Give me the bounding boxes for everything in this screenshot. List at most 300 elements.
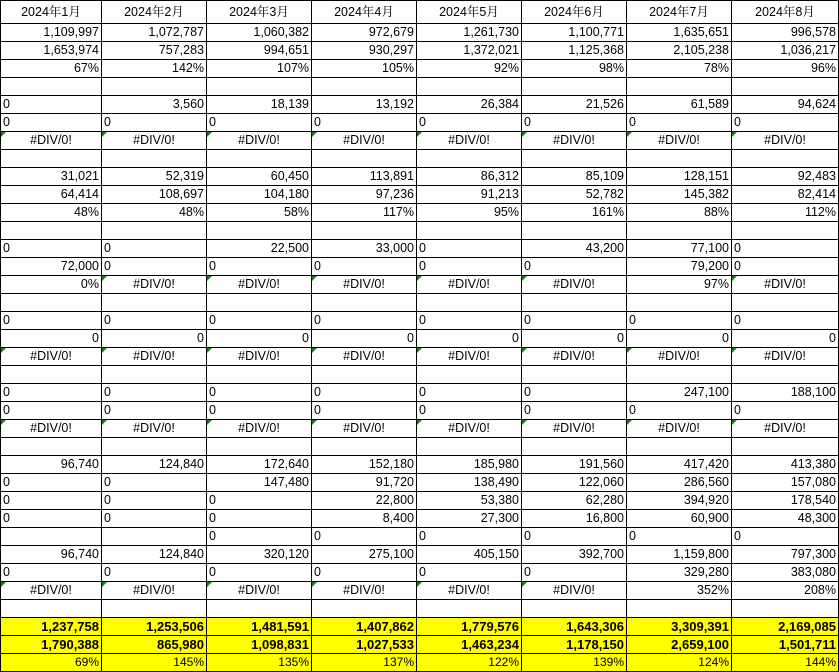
table-cell[interactable]: 0 bbox=[627, 528, 732, 546]
table-cell[interactable]: 97% bbox=[627, 276, 732, 294]
table-cell[interactable]: 0 bbox=[102, 240, 207, 258]
table-cell[interactable]: #DIV/0! bbox=[417, 420, 522, 438]
month-header[interactable]: 2024年7月 bbox=[627, 1, 732, 24]
table-cell[interactable]: 18,139 bbox=[207, 96, 312, 114]
table-cell[interactable]: 96,740 bbox=[1, 456, 102, 474]
table-cell[interactable]: #DIV/0! bbox=[522, 348, 627, 366]
table-cell[interactable]: 1,027,533 bbox=[312, 636, 417, 654]
empty-cell[interactable] bbox=[732, 600, 839, 618]
table-cell[interactable]: 82,414 bbox=[732, 186, 839, 204]
empty-cell[interactable] bbox=[312, 78, 417, 96]
empty-cell[interactable] bbox=[522, 222, 627, 240]
table-cell[interactable]: 247,100 bbox=[627, 384, 732, 402]
table-cell[interactable]: 0 bbox=[102, 114, 207, 132]
table-cell[interactable]: 0 bbox=[207, 330, 312, 348]
table-cell[interactable]: 413,380 bbox=[732, 456, 839, 474]
table-row bbox=[1, 24, 839, 42]
table-cell[interactable]: 191,560 bbox=[522, 456, 627, 474]
table-cell[interactable]: 98% bbox=[522, 60, 627, 78]
table-cell[interactable]: 352% bbox=[627, 582, 732, 600]
table-cell[interactable]: 188,100 bbox=[732, 384, 839, 402]
table-cell[interactable]: 0 bbox=[522, 402, 627, 420]
table-cell[interactable]: 22,800 bbox=[312, 492, 417, 510]
table-cell[interactable]: 392,700 bbox=[522, 546, 627, 564]
table-cell[interactable]: 86,312 bbox=[417, 168, 522, 186]
table-cell[interactable]: #DIV/0! bbox=[312, 348, 417, 366]
table-cell[interactable]: 0 bbox=[1, 330, 102, 348]
table-cell[interactable]: 139% bbox=[522, 654, 627, 672]
empty-cell[interactable] bbox=[102, 78, 207, 96]
table-cell[interactable]: #DIV/0! bbox=[522, 582, 627, 600]
empty-cell[interactable] bbox=[102, 366, 207, 384]
table-cell[interactable]: 91,213 bbox=[417, 186, 522, 204]
table-cell[interactable]: 105% bbox=[312, 60, 417, 78]
empty-cell[interactable] bbox=[102, 150, 207, 168]
table-cell[interactable]: 178,540 bbox=[732, 492, 839, 510]
table-cell[interactable]: 88% bbox=[627, 204, 732, 222]
table-cell[interactable]: 0 bbox=[207, 114, 312, 132]
table-row bbox=[1, 96, 839, 114]
empty-cell[interactable] bbox=[417, 600, 522, 618]
table-cell[interactable]: #DIV/0! bbox=[102, 132, 207, 150]
empty-cell[interactable] bbox=[207, 78, 312, 96]
table-cell[interactable]: 112% bbox=[732, 204, 839, 222]
table-cell[interactable]: 60,900 bbox=[627, 510, 732, 528]
table-cell[interactable]: 1,159,800 bbox=[627, 546, 732, 564]
table-cell[interactable]: 0 bbox=[312, 564, 417, 582]
table-cell[interactable]: 172,640 bbox=[207, 456, 312, 474]
table-cell[interactable]: #DIV/0! bbox=[207, 276, 312, 294]
empty-cell[interactable] bbox=[312, 600, 417, 618]
table-cell[interactable]: 1,779,576 bbox=[417, 618, 522, 636]
table-cell[interactable]: 0 bbox=[312, 312, 417, 330]
table-cell[interactable]: 72,000 bbox=[1, 258, 102, 276]
table-cell[interactable]: 0 bbox=[732, 240, 839, 258]
table-cell[interactable]: 147,480 bbox=[207, 474, 312, 492]
table-cell[interactable]: 117% bbox=[312, 204, 417, 222]
table-cell[interactable]: #DIV/0! bbox=[207, 348, 312, 366]
table-cell[interactable]: #DIV/0! bbox=[312, 132, 417, 150]
table-cell[interactable]: 0 bbox=[732, 330, 839, 348]
table-cell[interactable]: 0 bbox=[522, 330, 627, 348]
table-cell[interactable]: #DIV/0! bbox=[627, 348, 732, 366]
table-cell[interactable]: 0 bbox=[627, 114, 732, 132]
table-cell[interactable]: #DIV/0! bbox=[102, 420, 207, 438]
table-cell[interactable]: 0 bbox=[417, 240, 522, 258]
table-cell[interactable]: #DIV/0! bbox=[207, 582, 312, 600]
table-cell[interactable]: #DIV/0! bbox=[732, 420, 839, 438]
table-cell[interactable]: 0 bbox=[312, 330, 417, 348]
table-row bbox=[1, 492, 839, 510]
table-cell[interactable]: 27,300 bbox=[417, 510, 522, 528]
table-cell[interactable]: 145% bbox=[102, 654, 207, 672]
table-cell[interactable]: 1,109,997 bbox=[1, 24, 102, 42]
table-cell[interactable]: 0 bbox=[1, 402, 102, 420]
empty-cell[interactable] bbox=[102, 222, 207, 240]
month-header[interactable]: 2024年2月 bbox=[102, 1, 207, 24]
table-cell[interactable]: 0 bbox=[417, 330, 522, 348]
table-cell[interactable]: 0 bbox=[417, 402, 522, 420]
table-cell[interactable]: 0 bbox=[732, 312, 839, 330]
table-cell[interactable]: 0 bbox=[417, 258, 522, 276]
table-cell[interactable]: 757,283 bbox=[102, 42, 207, 60]
table-cell[interactable]: 137% bbox=[312, 654, 417, 672]
table-cell[interactable]: 60,450 bbox=[207, 168, 312, 186]
empty-cell[interactable] bbox=[627, 294, 732, 312]
table-cell[interactable]: 61,589 bbox=[627, 96, 732, 114]
empty-cell[interactable] bbox=[1, 600, 102, 618]
table-cell[interactable]: 0 bbox=[207, 312, 312, 330]
month-header[interactable]: 2024年5月 bbox=[417, 1, 522, 24]
table-cell[interactable]: 0 bbox=[417, 312, 522, 330]
table-cell[interactable]: 0 bbox=[522, 528, 627, 546]
table-cell[interactable]: 0 bbox=[207, 528, 312, 546]
table-cell[interactable]: 33,000 bbox=[312, 240, 417, 258]
table-cell[interactable]: #DIV/0! bbox=[627, 132, 732, 150]
table-cell[interactable]: 329,280 bbox=[627, 564, 732, 582]
table-cell[interactable]: #DIV/0! bbox=[522, 132, 627, 150]
table-cell[interactable]: #DIV/0! bbox=[102, 582, 207, 600]
table-cell[interactable]: 0 bbox=[732, 114, 839, 132]
table-cell[interactable]: 16,800 bbox=[522, 510, 627, 528]
table-cell[interactable]: #DIV/0! bbox=[207, 132, 312, 150]
empty-cell[interactable] bbox=[417, 294, 522, 312]
table-cell[interactable]: 0% bbox=[1, 276, 102, 294]
table-cell[interactable]: #DIV/0! bbox=[312, 582, 417, 600]
empty-cell[interactable] bbox=[522, 78, 627, 96]
table-cell[interactable]: 0 bbox=[1, 564, 102, 582]
table-cell[interactable]: #DIV/0! bbox=[1, 582, 102, 600]
empty-cell[interactable] bbox=[522, 438, 627, 456]
empty-cell[interactable] bbox=[627, 78, 732, 96]
table-cell[interactable]: 0 bbox=[417, 384, 522, 402]
table-cell[interactable]: 0 bbox=[312, 114, 417, 132]
empty-cell[interactable] bbox=[312, 222, 417, 240]
table-cell[interactable]: 0 bbox=[627, 330, 732, 348]
month-header[interactable]: 2024年1月 bbox=[1, 1, 102, 24]
table-cell[interactable]: 95% bbox=[417, 204, 522, 222]
table-cell[interactable]: 0 bbox=[102, 564, 207, 582]
table-cell[interactable]: #DIV/0! bbox=[1, 348, 102, 366]
table-cell[interactable]: 2,659,100 bbox=[627, 636, 732, 654]
empty-cell[interactable] bbox=[207, 600, 312, 618]
table-cell[interactable]: 22,500 bbox=[207, 240, 312, 258]
empty-cell[interactable] bbox=[732, 438, 839, 456]
table-cell[interactable]: 8,400 bbox=[312, 510, 417, 528]
table-cell[interactable]: #DIV/0! bbox=[417, 582, 522, 600]
table-cell[interactable]: #DIV/0! bbox=[627, 420, 732, 438]
empty-cell[interactable] bbox=[1, 366, 102, 384]
table-cell[interactable]: 77,100 bbox=[627, 240, 732, 258]
table-cell[interactable]: 91,720 bbox=[312, 474, 417, 492]
table-cell[interactable]: 1,635,651 bbox=[627, 24, 732, 42]
table-cell[interactable]: #DIV/0! bbox=[522, 420, 627, 438]
table-cell[interactable]: 0 bbox=[102, 492, 207, 510]
table-cell[interactable]: 1,407,862 bbox=[312, 618, 417, 636]
empty-cell[interactable] bbox=[522, 294, 627, 312]
empty-cell[interactable] bbox=[522, 600, 627, 618]
empty-cell[interactable] bbox=[312, 150, 417, 168]
table-cell[interactable]: 144% bbox=[732, 654, 839, 672]
table-cell[interactable]: 0 bbox=[312, 528, 417, 546]
table-cell[interactable]: 0 bbox=[207, 402, 312, 420]
table-cell[interactable]: #DIV/0! bbox=[102, 348, 207, 366]
table-cell[interactable]: #DIV/0! bbox=[312, 276, 417, 294]
table-cell[interactable]: #DIV/0! bbox=[1, 420, 102, 438]
table-cell[interactable]: 85,109 bbox=[522, 168, 627, 186]
table-cell[interactable]: 0 bbox=[522, 564, 627, 582]
table-cell[interactable]: 78% bbox=[627, 60, 732, 78]
table-cell[interactable]: 0 bbox=[1, 96, 102, 114]
table-cell[interactable]: 0 bbox=[207, 492, 312, 510]
month-header[interactable]: 2024年3月 bbox=[207, 1, 312, 24]
table-cell[interactable]: 0 bbox=[1, 384, 102, 402]
table-cell[interactable]: 145,382 bbox=[627, 186, 732, 204]
table-cell[interactable]: 320,120 bbox=[207, 546, 312, 564]
table-cell[interactable]: 152,180 bbox=[312, 456, 417, 474]
empty-cell[interactable] bbox=[732, 78, 839, 96]
table-cell[interactable]: 135% bbox=[207, 654, 312, 672]
table-cell[interactable]: 48,300 bbox=[732, 510, 839, 528]
table-cell[interactable]: #DIV/0! bbox=[102, 276, 207, 294]
table-cell[interactable]: 0 bbox=[1, 240, 102, 258]
table-cell[interactable]: 1,481,591 bbox=[207, 618, 312, 636]
empty-cell[interactable] bbox=[732, 366, 839, 384]
table-cell[interactable]: 417,420 bbox=[627, 456, 732, 474]
table-cell[interactable]: 1,100,771 bbox=[522, 24, 627, 42]
table-cell[interactable]: 1,790,388 bbox=[1, 636, 102, 654]
table-cell[interactable]: 1,237,758 bbox=[1, 618, 102, 636]
table-cell[interactable]: 1,261,730 bbox=[417, 24, 522, 42]
table-cell[interactable]: 124% bbox=[627, 654, 732, 672]
table-cell[interactable]: 0 bbox=[207, 510, 312, 528]
empty-cell[interactable] bbox=[207, 438, 312, 456]
table-cell[interactable]: 48% bbox=[102, 204, 207, 222]
table-cell[interactable]: 797,300 bbox=[732, 546, 839, 564]
table-cell[interactable]: 48% bbox=[1, 204, 102, 222]
empty-cell[interactable] bbox=[1, 150, 102, 168]
table-cell[interactable]: 0 bbox=[312, 402, 417, 420]
table-cell[interactable]: 104,180 bbox=[207, 186, 312, 204]
empty-cell[interactable] bbox=[417, 222, 522, 240]
table-cell[interactable]: 0 bbox=[522, 312, 627, 330]
empty-cell[interactable] bbox=[207, 150, 312, 168]
empty-cell[interactable] bbox=[627, 222, 732, 240]
table-cell[interactable]: 138,490 bbox=[417, 474, 522, 492]
table-cell[interactable]: 3,309,391 bbox=[627, 618, 732, 636]
empty-cell[interactable] bbox=[627, 600, 732, 618]
table-cell[interactable]: 0 bbox=[627, 402, 732, 420]
table-cell[interactable]: 0 bbox=[732, 402, 839, 420]
table-cell[interactable]: 1,372,021 bbox=[417, 42, 522, 60]
table-cell[interactable]: 13,192 bbox=[312, 96, 417, 114]
month-header[interactable]: 2024年8月 bbox=[732, 1, 839, 24]
table-cell[interactable]: 108,697 bbox=[102, 186, 207, 204]
table-cell[interactable]: 1,098,831 bbox=[207, 636, 312, 654]
empty-cell[interactable] bbox=[207, 366, 312, 384]
table-cell[interactable]: 0 bbox=[1, 312, 102, 330]
table-cell[interactable] bbox=[1, 528, 102, 546]
table-cell[interactable]: 96,740 bbox=[1, 546, 102, 564]
table-cell[interactable]: 142% bbox=[102, 60, 207, 78]
month-header[interactable]: 2024年6月 bbox=[522, 1, 627, 24]
empty-cell[interactable] bbox=[417, 78, 522, 96]
table-cell[interactable]: 79,200 bbox=[627, 258, 732, 276]
table-cell[interactable]: 0 bbox=[102, 384, 207, 402]
table-cell[interactable]: #DIV/0! bbox=[1, 132, 102, 150]
table-cell[interactable]: 2,169,085 bbox=[732, 618, 839, 636]
table-cell[interactable]: 1,653,974 bbox=[1, 42, 102, 60]
table-cell[interactable]: 2,105,238 bbox=[627, 42, 732, 60]
table-cell[interactable]: 58% bbox=[207, 204, 312, 222]
table-cell[interactable]: 122% bbox=[417, 654, 522, 672]
table-cell[interactable]: 69% bbox=[1, 654, 102, 672]
empty-cell[interactable] bbox=[102, 438, 207, 456]
empty-cell[interactable] bbox=[1, 78, 102, 96]
table-cell[interactable]: 62,280 bbox=[522, 492, 627, 510]
table-cell[interactable]: 0 bbox=[522, 384, 627, 402]
table-cell[interactable]: 0 bbox=[627, 312, 732, 330]
empty-cell[interactable] bbox=[522, 366, 627, 384]
table-cell[interactable]: 92,483 bbox=[732, 168, 839, 186]
table-cell[interactable]: 0 bbox=[417, 564, 522, 582]
table-cell[interactable]: 0 bbox=[1, 114, 102, 132]
table-cell[interactable]: 0 bbox=[102, 474, 207, 492]
table-cell[interactable]: 185,980 bbox=[417, 456, 522, 474]
table-cell[interactable]: 405,150 bbox=[417, 546, 522, 564]
empty-cell[interactable] bbox=[1, 222, 102, 240]
table-cell[interactable]: #DIV/0! bbox=[522, 276, 627, 294]
empty-cell[interactable] bbox=[102, 600, 207, 618]
empty-cell[interactable] bbox=[732, 294, 839, 312]
table-cell[interactable]: 383,080 bbox=[732, 564, 839, 582]
table-cell[interactable]: 124,840 bbox=[102, 456, 207, 474]
empty-cell[interactable] bbox=[732, 222, 839, 240]
table-cell[interactable]: #DIV/0! bbox=[312, 420, 417, 438]
table-cell[interactable]: 0 bbox=[522, 114, 627, 132]
table-cell[interactable]: 53,380 bbox=[417, 492, 522, 510]
table-cell[interactable]: 972,679 bbox=[312, 24, 417, 42]
empty-cell[interactable] bbox=[207, 294, 312, 312]
table-cell[interactable]: 3,560 bbox=[102, 96, 207, 114]
table-cell[interactable]: 0 bbox=[102, 258, 207, 276]
table-cell[interactable]: 0 bbox=[102, 510, 207, 528]
empty-cell[interactable] bbox=[522, 150, 627, 168]
table-cell[interactable]: 994,651 bbox=[207, 42, 312, 60]
empty-cell[interactable] bbox=[627, 438, 732, 456]
table-cell[interactable]: 0 bbox=[312, 384, 417, 402]
table-cell[interactable]: 31,021 bbox=[1, 168, 102, 186]
table-cell[interactable]: 0 bbox=[732, 258, 839, 276]
empty-cell[interactable] bbox=[1, 438, 102, 456]
table-cell[interactable]: 0 bbox=[207, 258, 312, 276]
empty-cell[interactable] bbox=[417, 366, 522, 384]
table-cell[interactable]: 0 bbox=[102, 402, 207, 420]
table-cell[interactable]: 96% bbox=[732, 60, 839, 78]
table-cell[interactable]: #DIV/0! bbox=[417, 132, 522, 150]
table-cell[interactable]: 107% bbox=[207, 60, 312, 78]
table-cell[interactable] bbox=[102, 528, 207, 546]
table-cell[interactable]: 0 bbox=[1, 474, 102, 492]
table-cell[interactable]: #DIV/0! bbox=[417, 348, 522, 366]
table-cell[interactable]: 0 bbox=[417, 528, 522, 546]
table-cell[interactable]: 1,125,368 bbox=[522, 42, 627, 60]
table-cell[interactable]: 1,501,711 bbox=[732, 636, 839, 654]
empty-cell[interactable] bbox=[102, 294, 207, 312]
table-cell[interactable]: #DIV/0! bbox=[732, 276, 839, 294]
table-cell[interactable]: 128,151 bbox=[627, 168, 732, 186]
empty-cell[interactable] bbox=[732, 150, 839, 168]
empty-cell[interactable] bbox=[417, 150, 522, 168]
table-cell[interactable]: 0 bbox=[1, 510, 102, 528]
table-cell[interactable]: 52,319 bbox=[102, 168, 207, 186]
table-cell[interactable]: 0 bbox=[1, 492, 102, 510]
table-cell[interactable]: 92% bbox=[417, 60, 522, 78]
month-header[interactable]: 2024年4月 bbox=[312, 1, 417, 24]
table-cell[interactable]: 996,578 bbox=[732, 24, 839, 42]
table-cell[interactable]: 0 bbox=[312, 258, 417, 276]
empty-cell[interactable] bbox=[1, 294, 102, 312]
table-cell[interactable]: 0 bbox=[417, 114, 522, 132]
table-cell[interactable]: 21,526 bbox=[522, 96, 627, 114]
table-cell[interactable]: 394,920 bbox=[627, 492, 732, 510]
table-cell[interactable]: 161% bbox=[522, 204, 627, 222]
table-cell[interactable]: 67% bbox=[1, 60, 102, 78]
table-cell[interactable]: 0 bbox=[207, 564, 312, 582]
table-cell[interactable]: 286,560 bbox=[627, 474, 732, 492]
table-cell[interactable]: #DIV/0! bbox=[417, 276, 522, 294]
table-cell[interactable]: 930,297 bbox=[312, 42, 417, 60]
table-cell[interactable]: 52,782 bbox=[522, 186, 627, 204]
table-cell[interactable]: #DIV/0! bbox=[732, 132, 839, 150]
empty-cell[interactable] bbox=[417, 438, 522, 456]
table-cell[interactable]: 157,080 bbox=[732, 474, 839, 492]
table-cell[interactable]: 94,624 bbox=[732, 96, 839, 114]
table-cell[interactable]: 1,253,506 bbox=[102, 618, 207, 636]
empty-cell[interactable] bbox=[627, 366, 732, 384]
table-cell[interactable]: 0 bbox=[102, 312, 207, 330]
table-cell[interactable]: 0 bbox=[732, 528, 839, 546]
table-cell[interactable]: 0 bbox=[207, 384, 312, 402]
table-cell[interactable]: 122,060 bbox=[522, 474, 627, 492]
table-cell[interactable]: 1,036,217 bbox=[732, 42, 839, 60]
table-cell[interactable]: 1,060,382 bbox=[207, 24, 312, 42]
table-cell[interactable]: #DIV/0! bbox=[207, 420, 312, 438]
table-cell[interactable]: 1,463,234 bbox=[417, 636, 522, 654]
empty-cell[interactable] bbox=[312, 294, 417, 312]
table-cell[interactable]: #DIV/0! bbox=[732, 348, 839, 366]
table-cell[interactable]: 124,840 bbox=[102, 546, 207, 564]
table-cell[interactable]: 64,414 bbox=[1, 186, 102, 204]
table-cell[interactable]: 208% bbox=[732, 582, 839, 600]
empty-cell[interactable] bbox=[207, 222, 312, 240]
table-row bbox=[1, 654, 839, 672]
table-cell[interactable]: 275,100 bbox=[312, 546, 417, 564]
empty-cell[interactable] bbox=[312, 366, 417, 384]
table-cell[interactable]: 0 bbox=[522, 258, 627, 276]
table-cell[interactable]: 1,072,787 bbox=[102, 24, 207, 42]
table-cell[interactable]: 43,200 bbox=[522, 240, 627, 258]
table-cell[interactable]: 97,236 bbox=[312, 186, 417, 204]
table-cell[interactable]: 1,178,150 bbox=[522, 636, 627, 654]
table-cell[interactable]: 865,980 bbox=[102, 636, 207, 654]
table-cell[interactable]: 113,891 bbox=[312, 168, 417, 186]
table-cell[interactable]: 1,643,306 bbox=[522, 618, 627, 636]
empty-cell[interactable] bbox=[627, 150, 732, 168]
empty-cell[interactable] bbox=[312, 438, 417, 456]
table-cell[interactable]: 0 bbox=[102, 330, 207, 348]
table-cell[interactable]: 26,384 bbox=[417, 96, 522, 114]
